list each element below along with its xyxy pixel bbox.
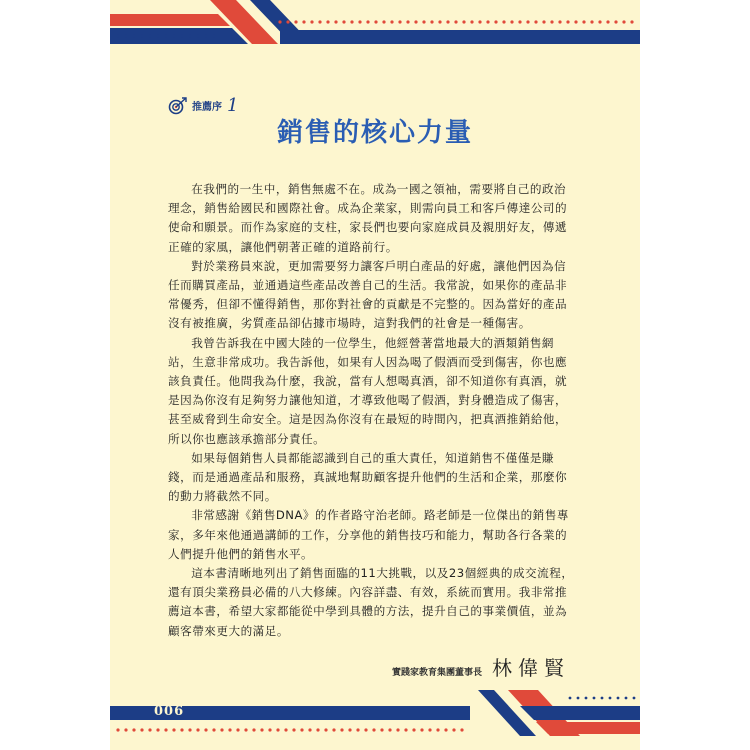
signature-role: 實踐家教育集團董事長: [391, 668, 482, 678]
page-title: 銷售的核心力量: [276, 118, 473, 148]
paragraph: 如果每個銷售人員都能認識到自己的重大責任，知道銷售不僅僅是賺錢，而是通過產品和服務，真誠地幫助顧客提升他們的生活和企業，那麼你的動力將截然不同。: [168, 450, 568, 504]
paragraph: 非常感謝《銷售DNA》的作者路守治老師。路老師是一位傑出的銷售專家，多年來他通過講師的工作，分享他的銷售技巧和能力，幫助各行各業的人們提升他們的銷售水平。: [168, 508, 569, 561]
preface-number: 1: [227, 95, 239, 116]
preface-label: 推薦序: [192, 102, 222, 113]
paragraph: 這本書清晰地列出了銷售面臨的11大挑戰，以及23個經典的成交流程，還有頂尖業務員必備的八大修練。內容詳盡、有效，系統而實用。我非常推薦這本書，希望大家都能從中學到具體的方法，提升自己的事業價值，並為顧客帶來更大的滿足。: [168, 566, 574, 638]
book-page: [110, 0, 640, 750]
paragraph: 對於業務員來說，更加需要努力讓客戶明白產品的好處，讓他們因為信任而購買產品，並通過這些產品改善自己的生活。我常說，如果你的產品非常優秀，但卻不懂得銷售，那你對社會的貢獻是不完整的。因為當好的產品沒有被推廣，劣質產品卻佔據市場時，這對我們的社會是一種傷害。: [168, 258, 568, 331]
top-stripe-decoration: [110, 0, 640, 60]
body-text: [168, 180, 578, 641]
bottom-stripe-decoration: [110, 690, 640, 750]
paragraph: 我曾告訴我在中國大陸的一位學生，他經營著當地最大的酒類銷售網站，生意非常成功。我告訴他，如果有人因為喝了假酒而受到傷害，你也應該負責任。他問我為什麼，我說，當有人想喝真酒，卻不知道你有真酒，就是因為你沒有足夠努力讓他知道，才導致他喝了假酒，對身體造成了傷害，甚至威脅到生命安全。這是因為你沒有在最短的時間內，把真酒推銷給他，所以你也應該承擔部分責任。: [168, 335, 568, 446]
paragraph: 在我們的一生中，銷售無處不在。成為一國之領袖，需要將自己的政治理念，銷售給國民和國際社會。成為企業家，則需向員工和客戶傳達公司的使命和願景。而作為家庭的支柱，家長們也要向家庭成員及親朋好友，傳遞正確的家風，讓他們朝著正確的道路前行。: [168, 182, 568, 254]
signature: [392, 652, 570, 681]
page-number: 006: [154, 704, 185, 719]
signature-name: 林偉賢: [492, 656, 570, 680]
